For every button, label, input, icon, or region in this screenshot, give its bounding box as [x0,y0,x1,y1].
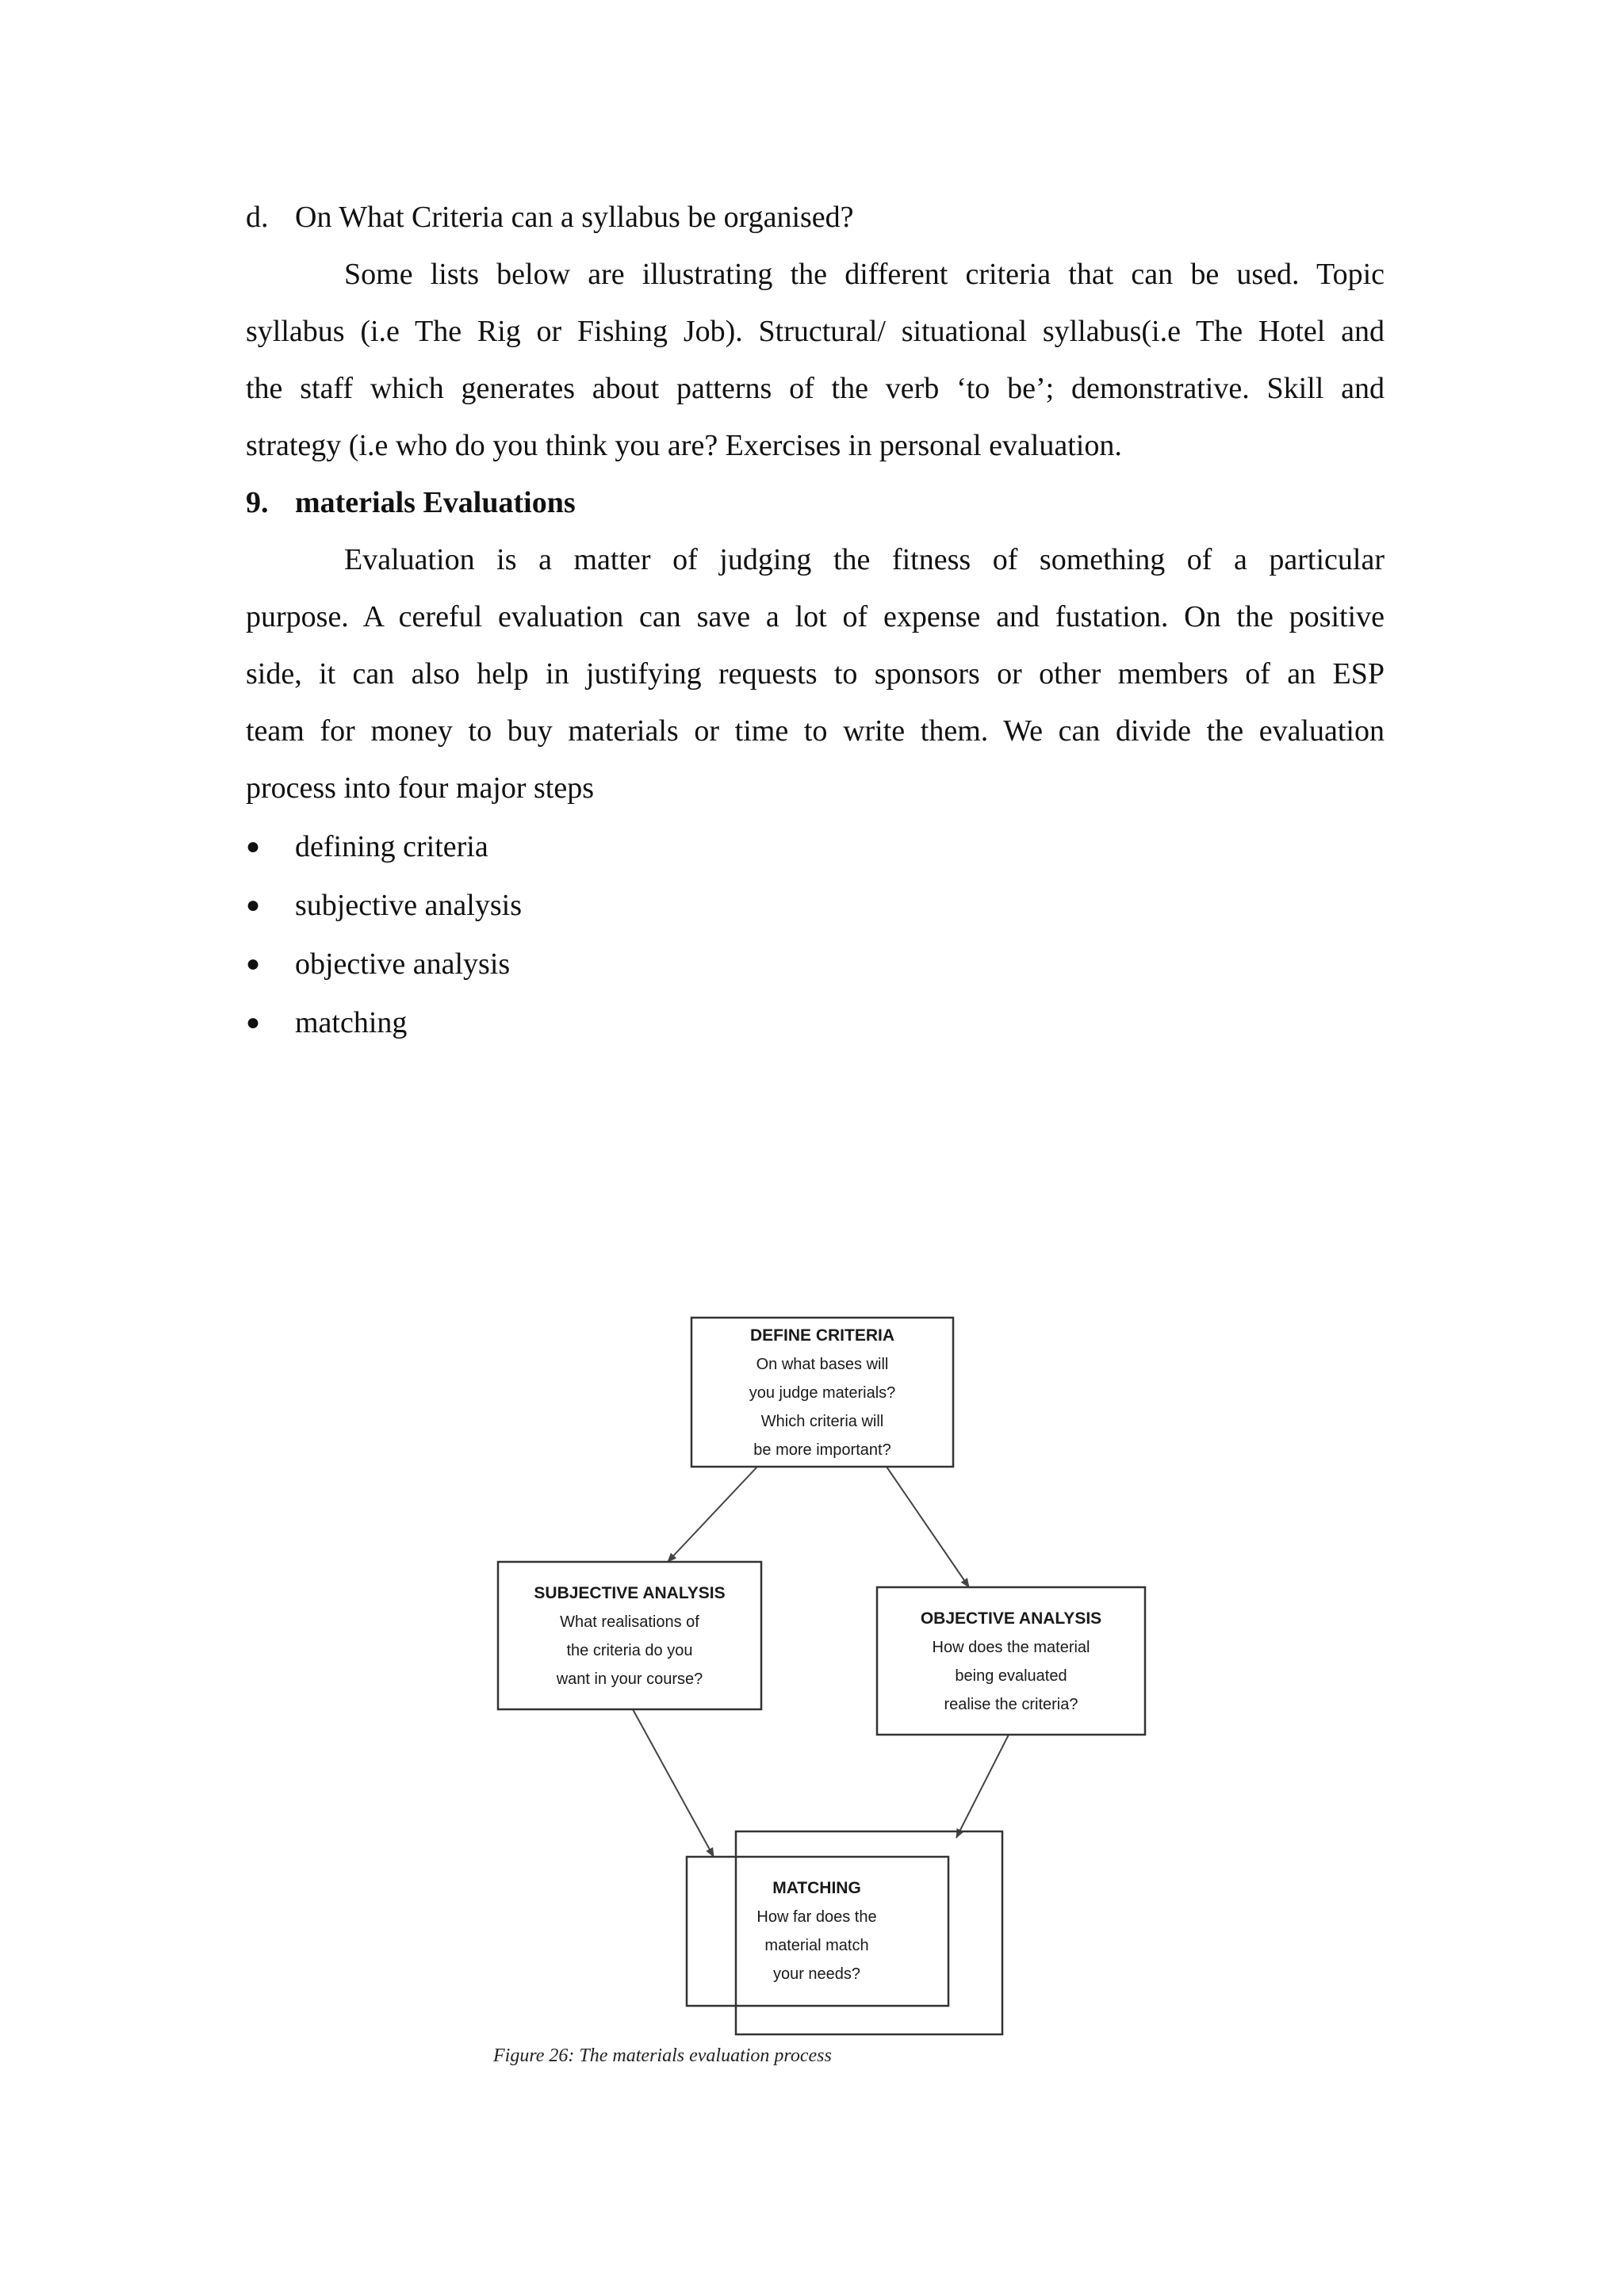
section-9-paragraph-line: process into four major steps [246,771,595,805]
define-criteria-line: you judge materials? [749,1384,896,1402]
section-d-paragraph-line: strategy (i.e who do you think you are? Exercises in personal evaluation. [246,429,1122,462]
define-criteria-title: DEFINE CRITERIA [749,1326,895,1345]
bullet-item: ● subjective analysis [246,886,1385,924]
section-9-paragraph-line: side, it can also help in justifying requests to sponsors or other members of an ESP [246,657,1385,691]
objective-analysis-title: OBJECTIVE ANALYSIS [920,1609,1102,1628]
subjective-analysis-line: want in your course? [556,1670,703,1688]
arrow-objective-to-matching [956,1735,1009,1838]
objective-analysis-box [877,1587,1145,1735]
subjective-analysis-title: SUBJECTIVE ANALYSIS [534,1584,726,1602]
section-9-paragraph-line: team for money to buy materials or time to write them. We can divide the evaluation [246,714,1385,748]
bullet-item: ● matching [246,1004,1385,1042]
arrow-subjective-to-matching [633,1709,714,1857]
bullet-dot-icon: ● [246,833,261,859]
matching-line: How far does the [756,1908,877,1926]
arrow-define-to-subjective [668,1467,757,1562]
matching-line: material match [764,1937,869,1954]
objective-analysis-line: realise the criteria? [944,1696,1078,1713]
objective-analysis-line: being evaluated [955,1667,1067,1685]
figure-caption: Figure 26: The materials evaluation process [493,2045,832,2066]
section-9-paragraph-line: Evaluation is a matter of judging the fitness of something of a particular [344,543,1385,576]
bullet-dot-icon: ● [246,892,261,918]
define-criteria-line: Which criteria will [760,1413,884,1430]
section-9-heading-text: materials Evaluations [295,486,576,519]
subjective-analysis-line: the criteria do you [566,1642,693,1659]
section-d-paragraph-line: syllabus (i.e The Rig or Fishing Job). Structural/ situational syllabus(i.e The Hotel and [246,315,1385,348]
section-d-paragraph-line: Some lists below are illustrating the different criteria that can be used. Topic [344,258,1385,291]
objective-analysis-line: How does the material [932,1639,1090,1656]
define-criteria-line: On what bases will [756,1356,889,1373]
matching-line: your needs? [772,1965,861,1983]
bullet-dot-icon: ● [246,1009,261,1035]
matching-title: MATCHING [772,1879,861,1897]
section-d-paragraph-line: the staff which generates about patterns of the verb ‘to be’; demonstrative. Skill and [246,372,1385,405]
section-9-number: 9. [246,486,269,519]
section-d-label: d. [246,201,269,234]
section-9-paragraph-line: purpose. A cereful evaluation can save a lot of expense and fustation. On the positive [246,600,1385,633]
subjective-analysis-box [498,1562,761,1709]
bullet-item: ● defining criteria [246,828,1385,866]
matching-box [687,1831,1002,2034]
arrow-define-to-objective [887,1467,969,1587]
bullet-dot-icon: ● [246,951,261,977]
bullet-item: ● objective analysis [246,945,1385,983]
define-criteria-line: be more important? [753,1441,891,1459]
section-d-heading-text: On What Criteria can a syllabus be organised? [295,201,854,234]
matching-box-right-frame [736,1831,1002,2034]
define-criteria-box [691,1318,953,1467]
subjective-analysis-line: What realisations of [560,1613,699,1631]
